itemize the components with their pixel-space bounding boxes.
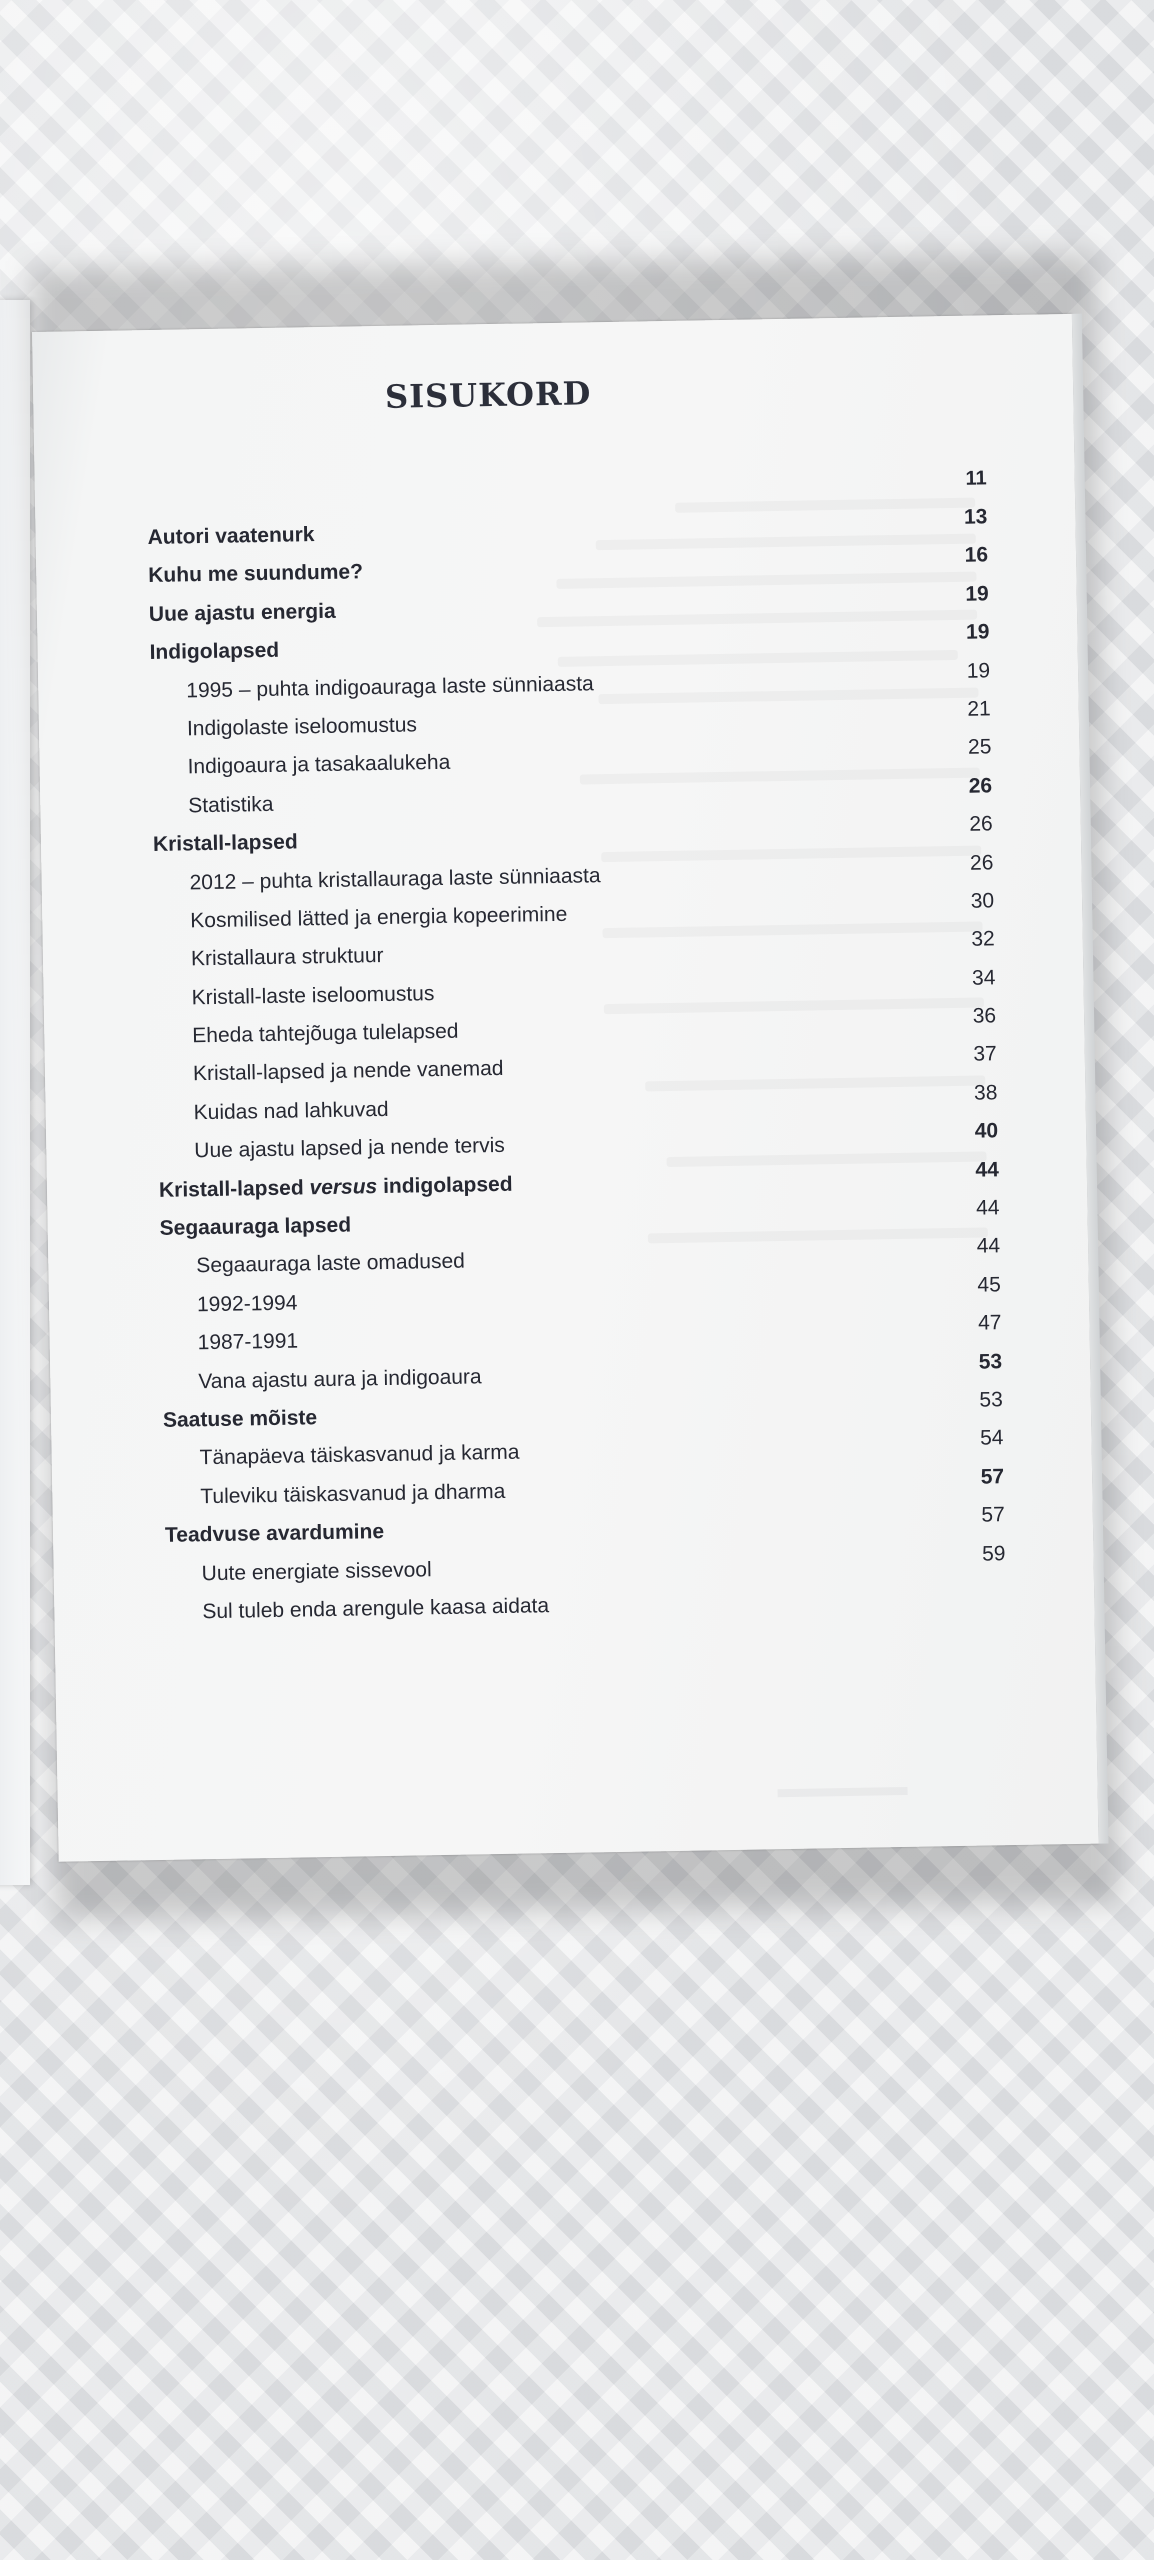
toc-entry-page-number: 21 [967,697,991,721]
toc-entry-page-number: 25 [967,735,992,760]
toc-entry-page-number: 44 [976,1234,1001,1259]
toc-entry-label: Autori vaatenurk [147,523,315,550]
toc-entry-label: Indigolaste iseloomustus [186,713,418,741]
toc-entry-page-number: 16 [964,543,989,568]
toc-entry-page-number: 26 [969,850,994,875]
toc-entry-page-number: 38 [973,1081,998,1105]
toc-entry-page-number: 19 [965,582,989,606]
toc-entry-page-number: 44 [975,1157,999,1182]
toc-entry-page-number: 47 [977,1311,1002,1335]
toc-entry-page-number: 30 [970,889,995,913]
toc-entry-label: 1992-1994 [196,1291,298,1317]
toc-entry-label-italic: versus [309,1174,378,1199]
toc-entry-label: Tuleviku täiskasvanud ja dharma [200,1479,506,1509]
toc-entry-label: 1987-1991 [197,1329,299,1355]
toc-entry-page-number: 37 [973,1042,997,1067]
toc-entry-label: Indigoaura ja tasakaalukeha [187,751,451,779]
toc-entry-page-number: 57 [980,1464,1005,1489]
toc-entry-label: Kosmilised lätted ja energia kopeerimine [190,902,568,933]
toc-entry-page-number: 40 [974,1119,999,1143]
toc-entry-label: Segaauraga laste omadused [196,1250,466,1278]
toc-entry-page-number: 19 [966,658,991,683]
toc-entry-label: Kristall-laste iseloomustus [191,981,435,1010]
toc-entry-page-number: 36 [972,1004,997,1028]
toc-entry-page-number: 53 [979,1388,1003,1412]
toc-entry-page-number: 13 [963,505,988,529]
toc-entry-page-number: 54 [979,1426,1004,1450]
toc-first-page-number: 11 [965,467,987,490]
toc-entry-page-number: 26 [969,812,993,836]
table-of-contents [147,467,1006,1633]
page-title-text: SISUKORD [384,374,592,416]
page-title [33,366,1074,422]
toc-entry-page-number: 45 [977,1273,1001,1297]
toc-entry-label: Tänapäeva täiskasvanud ja karma [199,1441,520,1470]
toc-entry-label: Vana ajastu aura ja indigoaura [198,1364,482,1393]
toc-entry-label [159,1172,513,1202]
toc-entry-label: Saatuse mõiste [162,1406,318,1432]
previous-page-edge [0,300,30,1885]
bleed-through-footer [778,1787,908,1797]
toc-entry-label-part: indigolapsed [377,1172,513,1198]
toc-entry-label: Kristall-lapsed [152,830,298,857]
toc-entry-page-number: 53 [978,1349,1003,1374]
toc-entry-label: 1995 – puhta indigoauraga laste sünniaasta [186,671,594,702]
toc-entry-label: Uue ajastu lapsed ja nende tervis [194,1134,506,1163]
toc-entry-page-number: 32 [971,927,995,951]
toc-entry-label: Eheda tahtejõuga tulelapsed [192,1019,459,1048]
toc-entry-label: Indigolapsed [149,638,280,665]
toc-entry-label-part: Kristall-lapsed [158,1175,310,1202]
toc-entry-label: Kuidas nad lahkuvad [193,1097,389,1125]
toc-entry-page-number: 19 [965,620,990,644]
toc-entry-label: Sul tuleb enda arengule kaasa aidata [202,1594,550,1624]
toc-entry-label: Teadvuse avardumine [164,1520,385,1548]
toc-entry-label: Kristallaura struktuur [190,944,384,971]
toc-entry-label: Kuhu me suundume? [148,560,364,588]
toc-entry-page-number: 44 [975,1196,1000,1220]
toc-entry-label: Kristall-lapsed ja nende vanemad [192,1057,504,1086]
toc-entry-page-number: 57 [981,1503,1005,1527]
toc-entry-label: 2012 – puhta kristallauraga laste sünniaasta [189,863,601,894]
toc-entry-label: Uute energiate sissevool [201,1557,432,1585]
toc-entry-page-number: 26 [968,774,993,798]
book-page [32,314,1099,1862]
toc-entry-page-number: 34 [971,965,996,990]
toc-entry-label: Segaauraga lapsed [159,1213,352,1240]
toc-entry-label: Uue ajastu energia [148,599,336,626]
toc-entry-label: Statistika [188,792,274,818]
toc-entry-page-number: 59 [981,1541,1006,1566]
